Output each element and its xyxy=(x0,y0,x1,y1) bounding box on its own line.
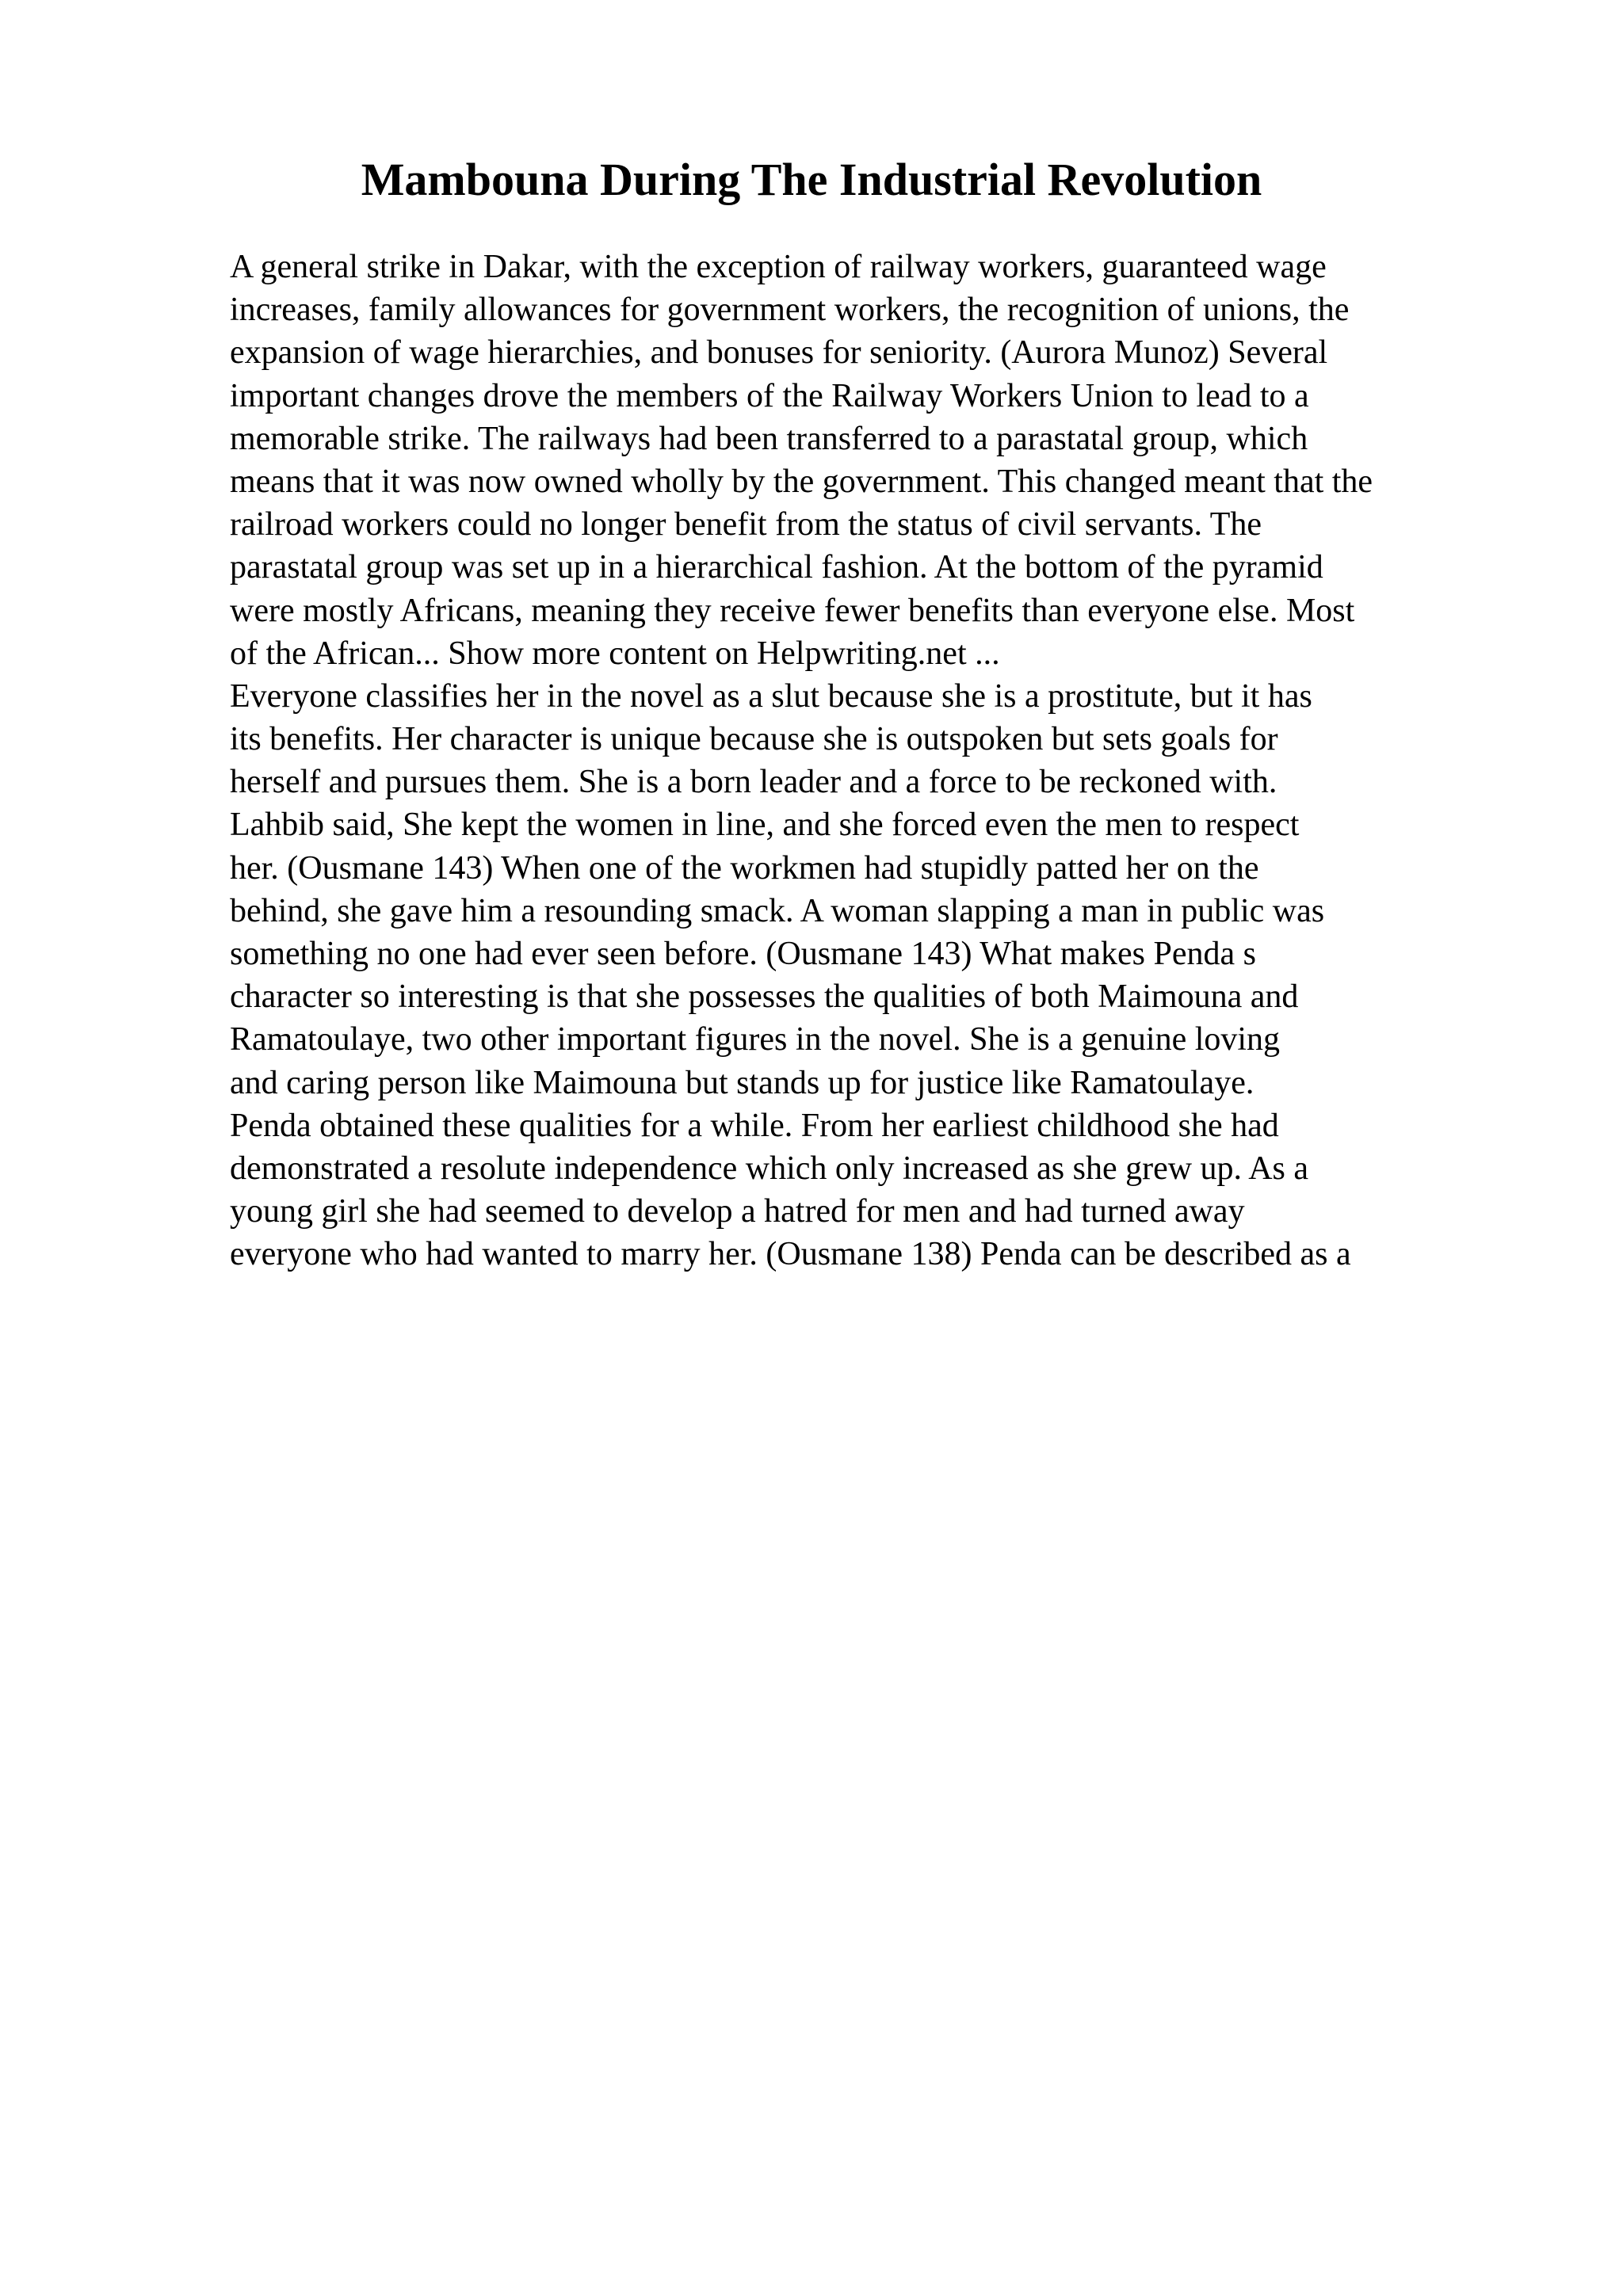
text-line: Lahbib said, She kept the women in line, and she forced even the men to respect xyxy=(230,807,1300,844)
text-line: A general strike in Dakar, with the exception of railway workers, guaranteed wage xyxy=(230,249,1327,285)
text-line: everyone who had wanted to marry her. (Ousmane 138) Penda can be described as a xyxy=(230,1236,1351,1273)
text-line: her. (Ousmane 143) When one of the workmen had stupidly patted her on the xyxy=(230,849,1259,887)
text-line: young girl she had seemed to develop a hatred for men and had turned away xyxy=(230,1193,1245,1230)
text-line: and caring person like Maimouna but stands up for justice like Ramatoulaye. xyxy=(230,1064,1254,1101)
text-line: were mostly Africans, meaning they receive fewer benefits than everyone else. Most xyxy=(230,592,1355,629)
text-line: herself and pursues them. She is a born leader and a force to be reckoned with. xyxy=(230,764,1277,801)
text-line: increases, family allowances for government workers, the recognition of unions, the xyxy=(230,292,1350,329)
text-line: parastatal group was set up in a hierarchical fashion. At the bottom of the pyramid xyxy=(230,549,1323,586)
document-body xyxy=(230,246,1593,1276)
text-line: demonstrated a resolute independence which only increased as she grew up. As a xyxy=(230,1150,1309,1187)
text-line: memorable strike. The railways had been transferred to a parastatal group, which xyxy=(230,420,1308,457)
text-line: Penda obtained these qualities for a while. From her earliest childhood she had xyxy=(230,1107,1279,1144)
text-line: railroad workers could no longer benefit from the status of civil servants. The xyxy=(230,506,1262,543)
text-line: expansion of wage hierarchies, and bonuses for seniority. (Aurora Munoz) Several xyxy=(230,334,1328,372)
text-line: means that it was now owned wholly by the government. This changed meant that the xyxy=(230,463,1373,500)
text-line: important changes drove the members of the Railway Workers Union to lead to a xyxy=(230,377,1309,414)
document-title: Mambouna During The Industrial Revolution xyxy=(361,154,1262,205)
text-line: character so interesting is that she possesses the qualities of both Maimouna and xyxy=(230,978,1299,1016)
text-line: behind, she gave him a resounding smack. A woman slapping a man in public was xyxy=(230,892,1325,929)
text-line: Ramatoulaye, two other important figures in the novel. She is a genuine loving xyxy=(230,1021,1281,1058)
text-line: of the African... Show more content on Helpwriting.net ... xyxy=(230,635,1000,672)
text-line: Everyone classifies her in the novel as a slut because she is a prostitute, but it has xyxy=(230,677,1312,715)
text-line: its benefits. Her character is unique because she is outspoken but sets goals for xyxy=(230,721,1278,758)
text-line: something no one had ever seen before. (Ousmane 143) What makes Penda s xyxy=(230,936,1257,972)
